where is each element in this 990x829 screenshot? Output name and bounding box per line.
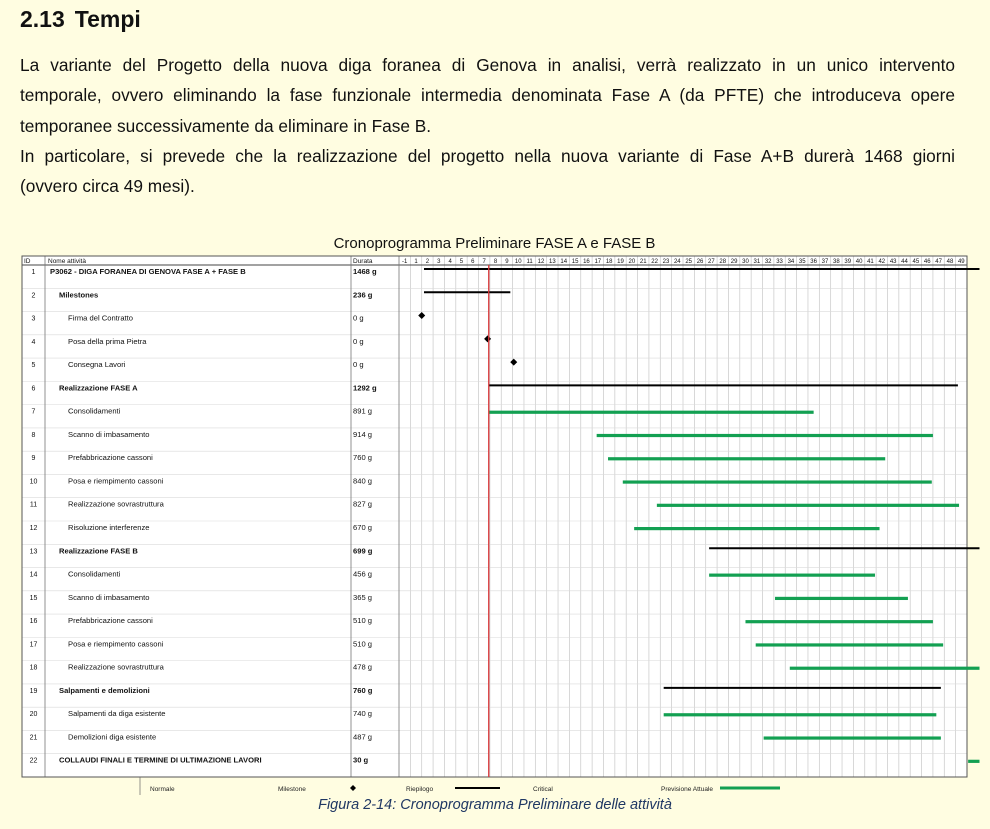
paragraph-1-line-3: temporanee successivamente da eliminare in Fase B. — [20, 115, 432, 136]
task-id: 14 — [29, 571, 38, 579]
month-label: 25 — [685, 259, 693, 265]
month-label: 15 — [571, 259, 579, 265]
task-name: Posa e riempimento cassoni — [68, 639, 164, 649]
month-label: 13 — [549, 259, 556, 265]
legend-critical: Critical — [533, 786, 553, 793]
task-id: 19 — [29, 687, 38, 695]
task-name: Realizzazione FASE A — [59, 383, 138, 393]
task-id: 8 — [31, 431, 36, 439]
task-id: 11 — [29, 501, 38, 509]
task-name: Consegna Lavori — [68, 360, 126, 370]
month-label: 1 — [414, 259, 418, 265]
task-id: 12 — [29, 525, 38, 532]
task-name: Realizzazione FASE B — [59, 546, 138, 556]
task-id: 15 — [29, 594, 38, 602]
task-duration: 487 g — [353, 732, 373, 742]
task-bar — [634, 527, 879, 530]
legend-normale: Normale — [150, 786, 175, 793]
task-id: 22 — [29, 757, 38, 765]
task-duration: 760 g — [353, 685, 373, 695]
task-name: Realizzazione sovrastruttura — [68, 662, 164, 672]
month-label: 20 — [628, 259, 636, 265]
task-duration: 840 g — [353, 476, 373, 486]
task-bar — [756, 643, 943, 646]
legend-milestone: Milestone — [278, 786, 306, 793]
task-duration: 0 g — [353, 336, 364, 346]
month-label: 12 — [537, 259, 545, 265]
task-id: 3 — [31, 315, 36, 323]
task-bar — [623, 480, 932, 483]
month-label: 9 — [505, 259, 509, 265]
task-bar — [775, 597, 908, 600]
month-label: 23 — [662, 259, 670, 265]
task-name: Risoluzione interferenze — [68, 523, 150, 532]
task-id: 16 — [29, 618, 38, 626]
month-label: 43 — [889, 259, 897, 265]
paragraph-1-line-1: La variante del Progetto della nuova diga foranea di Genova in analisi, verrà realizzato in un unico intervento — [20, 55, 955, 75]
task-name: Prefabbricazione cassoni — [68, 453, 153, 463]
legend-previsione-bar — [720, 787, 780, 790]
task-name: Posa e riempimento cassoni — [68, 476, 164, 486]
task-name: Prefabbricazione cassoni — [68, 616, 153, 626]
task-duration: 236 g — [353, 290, 373, 300]
task-duration: 0 g — [353, 360, 364, 370]
legend-riepilogo: Riepilogo — [406, 786, 434, 793]
month-label: 38 — [833, 259, 840, 265]
month-label: 3 — [437, 259, 441, 265]
month-label: 10 — [514, 259, 522, 265]
month-label: 14 — [560, 259, 568, 265]
task-duration: 510 g — [353, 639, 373, 649]
task-id: 17 — [29, 641, 38, 649]
task-duration: 891 g — [353, 406, 373, 416]
task-bar — [709, 574, 875, 577]
month-label: 6 — [471, 259, 475, 265]
task-name: P3062 - DIGA FORANEA DI GENOVA FASE A + FASE B — [50, 267, 246, 276]
month-label: 30 — [742, 259, 749, 265]
month-label: 46 — [923, 259, 931, 265]
task-name: Consolidamenti — [68, 406, 121, 416]
task-name: Salpamenti e demolizioni — [59, 685, 150, 695]
task-id: 1 — [31, 269, 36, 276]
task-bar — [608, 457, 885, 460]
month-label: 7 — [482, 259, 486, 265]
task-duration: 456 g — [353, 569, 373, 579]
task-name: Posa della prima Pietra — [68, 336, 147, 346]
header-id: ID — [24, 258, 31, 265]
task-name: Firma del Contratto — [68, 313, 133, 323]
task-duration: 670 g — [353, 523, 373, 532]
month-label: 5 — [459, 259, 464, 265]
task-duration: 740 g — [353, 709, 373, 719]
month-label: 19 — [617, 259, 624, 265]
task-id: 10 — [29, 478, 38, 486]
month-label: 31 — [753, 259, 761, 265]
month-label: 8 — [493, 259, 498, 265]
month-label: 34 — [787, 259, 795, 265]
task-name: Realizzazione sovrastruttura — [68, 499, 164, 509]
month-label: 33 — [776, 259, 783, 265]
month-label: 47 — [935, 259, 942, 265]
task-bar — [745, 620, 932, 623]
header-duration: Durata — [353, 258, 373, 265]
month-label: 39 — [844, 259, 852, 265]
month-label: 2 — [425, 259, 430, 265]
task-duration: 30 g — [353, 755, 369, 765]
task-name: Demolizioni diga esistente — [68, 732, 157, 742]
month-label: 45 — [912, 259, 920, 265]
task-duration: 1292 g — [353, 383, 377, 393]
figure-caption: Figura 2-14: Cronoprogramma Preliminare delle attività — [318, 797, 672, 813]
section-title-text: Tempi — [74, 6, 141, 32]
month-label: 18 — [605, 259, 613, 265]
task-duration: 510 g — [353, 616, 373, 626]
legend-milestone-marker — [350, 785, 356, 791]
section-number: 2.13 — [20, 6, 65, 32]
month-label: 41 — [867, 259, 874, 265]
task-name: COLLAUDI FINALI E TERMINE DI ULTIMAZIONE LAVORI — [59, 755, 262, 765]
month-label: 44 — [901, 259, 908, 265]
task-bar — [657, 504, 959, 507]
task-bar — [664, 713, 937, 716]
task-id: 4 — [31, 338, 36, 346]
month-label: 26 — [696, 259, 704, 265]
month-label: 35 — [798, 259, 806, 265]
task-id: 18 — [29, 664, 38, 672]
task-duration: 365 g — [353, 592, 373, 602]
gantt-title: Cronoprogramma Preliminare FASE A e FASE B — [333, 235, 656, 252]
task-bar — [597, 434, 933, 437]
task-bar — [968, 760, 979, 763]
month-label: 42 — [878, 259, 886, 265]
task-duration: 1468 g — [353, 267, 377, 276]
month-label: 16 — [583, 259, 590, 265]
task-duration: 699 g — [353, 546, 373, 556]
task-name: Milestones — [59, 290, 99, 300]
month-label: 36 — [810, 259, 817, 265]
month-label: 22 — [651, 259, 658, 265]
legend-previsione: Previsione Attuale — [661, 786, 714, 793]
task-name: Scanno di imbasamento — [68, 429, 150, 439]
task-name: Scanno di imbasamento — [68, 592, 150, 602]
task-id: 13 — [29, 548, 38, 556]
task-duration: 478 g — [353, 662, 373, 672]
month-label: 17 — [594, 259, 602, 265]
task-id: 2 — [31, 292, 36, 300]
month-label: 24 — [673, 259, 681, 265]
month-label: 29 — [730, 259, 738, 265]
month-label: 37 — [821, 259, 829, 265]
task-duration: 914 g — [353, 429, 373, 439]
month-label: 21 — [639, 259, 647, 265]
task-duration: 827 g — [353, 499, 373, 509]
month-label: 49 — [957, 259, 965, 265]
paragraph-2-line-1: In particolare, si prevede che la realizzazione del progetto nella nuova variante di Fase A+B durerà 1468 giorni — [20, 145, 955, 166]
gantt-background — [22, 256, 967, 777]
task-name: Salpamenti da diga esistente — [68, 709, 166, 719]
task-id: 20 — [29, 711, 38, 719]
paragraph-1-line-2: temporale, ovvero eliminando la fase funzionale intermedia denominata Fase A (da PFTE) che introduceva opere — [20, 85, 955, 106]
paragraph-2-line-2: (ovvero circa 49 mesi). — [20, 176, 195, 197]
task-duration: 760 g — [353, 453, 373, 463]
month-label: -1 — [402, 259, 408, 265]
task-name: Consolidamenti — [68, 569, 121, 579]
month-label: 40 — [855, 259, 863, 265]
header-name: Nome attività — [48, 258, 86, 265]
task-bar — [790, 667, 980, 670]
task-id: 9 — [31, 455, 36, 463]
month-label: 27 — [708, 259, 715, 265]
task-bar — [764, 736, 941, 739]
month-label: 28 — [719, 259, 727, 265]
task-id: 21 — [29, 734, 38, 742]
task-id: 5 — [31, 362, 36, 370]
month-label: 11 — [526, 259, 533, 265]
task-id: 7 — [31, 408, 36, 416]
month-label: 4 — [448, 259, 452, 265]
month-label: 48 — [946, 259, 954, 265]
task-bar — [489, 411, 814, 414]
task-duration: 0 g — [353, 313, 364, 323]
task-id: 6 — [31, 385, 36, 393]
month-label: 32 — [764, 259, 772, 265]
